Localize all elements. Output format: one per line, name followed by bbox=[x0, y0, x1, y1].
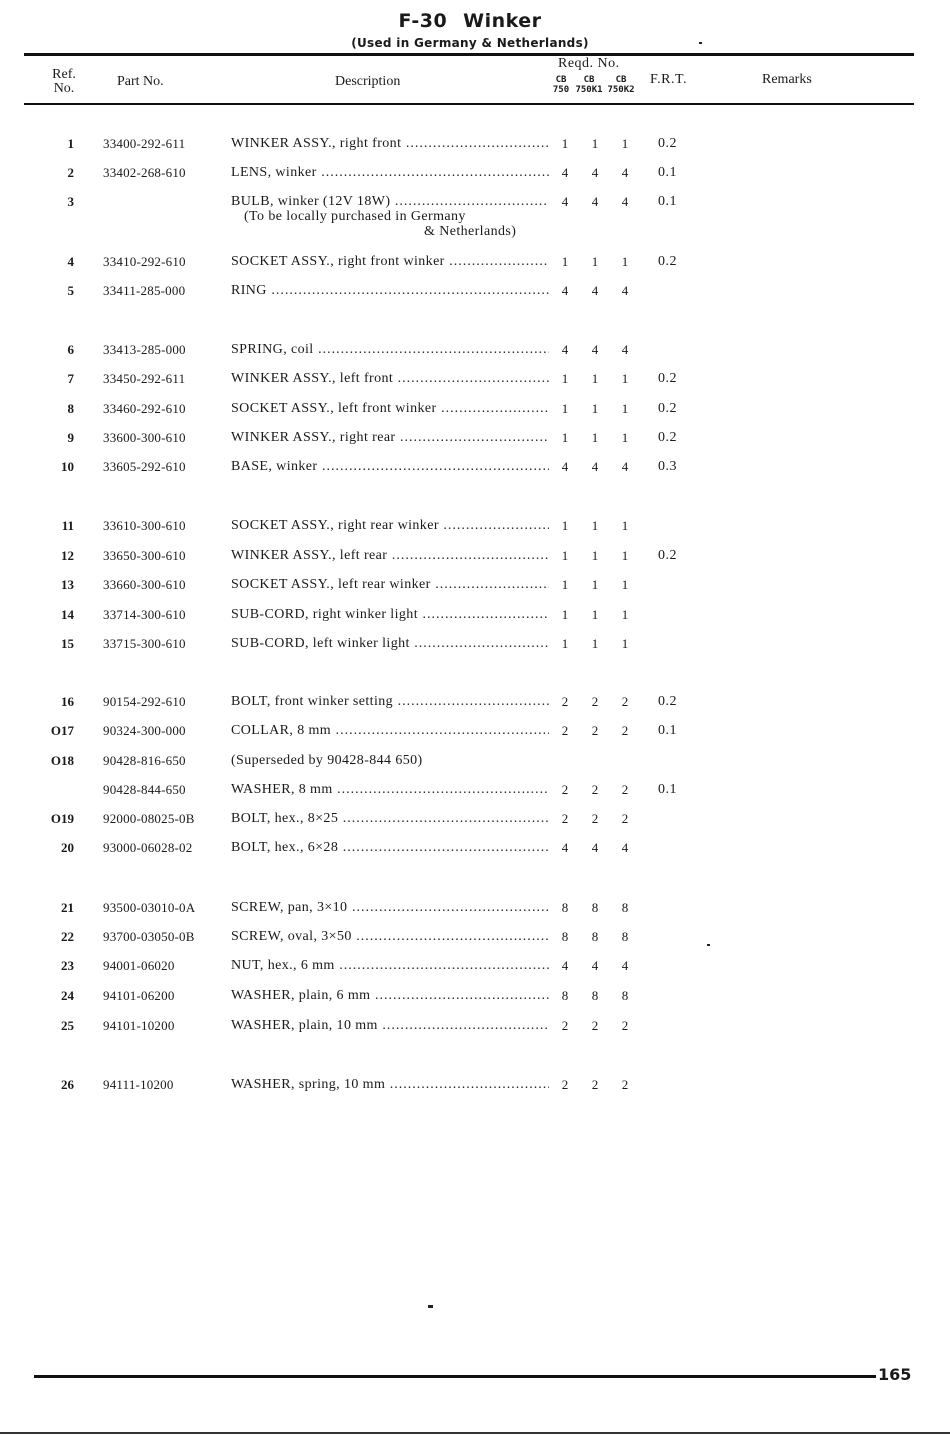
table-row bbox=[0, 1077, 950, 1097]
part-no: 33400-292-611 bbox=[103, 136, 186, 151]
ref-no: 10 bbox=[61, 459, 74, 474]
qty-cb750: 1 bbox=[561, 401, 569, 416]
qty-cb750k1: 4 bbox=[591, 283, 599, 298]
qty-cb750: 1 bbox=[561, 371, 569, 386]
part-no: 93700-03050-0B bbox=[103, 929, 195, 944]
qty-cb750: 4 bbox=[561, 194, 569, 209]
header-bottom-rule bbox=[24, 103, 914, 105]
qty-cb750: 1 bbox=[561, 636, 569, 651]
qty-cb750k1: 8 bbox=[591, 929, 599, 944]
ref-no: 16 bbox=[61, 694, 74, 709]
table-row bbox=[0, 459, 950, 479]
description: BASE, winker ..... bbox=[231, 459, 549, 475]
qty-cb750k2: 4 bbox=[621, 194, 629, 209]
part-no: 90428-844-650 bbox=[103, 782, 186, 797]
qty-cb750k2: 4 bbox=[621, 165, 629, 180]
table-row bbox=[0, 165, 950, 185]
qty-cb750k2: 1 bbox=[621, 401, 629, 416]
description: BULB, winker (12V 18W) ..... bbox=[231, 194, 549, 210]
speck bbox=[707, 944, 710, 946]
qty-cb750: 1 bbox=[561, 136, 569, 151]
part-no: 33605-292-610 bbox=[103, 459, 186, 474]
ref-no: 22 bbox=[61, 929, 74, 944]
qty-cb750: 8 bbox=[561, 929, 569, 944]
description: WINKER ASSY., right rear ..... bbox=[231, 430, 549, 446]
model3-line2: 750K2 bbox=[607, 85, 635, 95]
qty-cb750: 1 bbox=[561, 430, 569, 445]
frt-value: 0.2 bbox=[658, 694, 677, 709]
header-reqd-no: Reqd. No. bbox=[558, 56, 620, 71]
page-name: Winker bbox=[463, 10, 542, 32]
ref-no: 4 bbox=[67, 254, 74, 269]
qty-cb750k2: 2 bbox=[621, 723, 629, 738]
table-row bbox=[0, 840, 950, 860]
table-row bbox=[0, 607, 950, 627]
table-row bbox=[0, 900, 950, 920]
qty-cb750k2: 2 bbox=[621, 694, 629, 709]
model3-line1: CB bbox=[615, 75, 627, 85]
table-row bbox=[0, 401, 950, 421]
qty-cb750: 4 bbox=[561, 840, 569, 855]
table-row bbox=[0, 577, 950, 597]
part-no: 94111-10200 bbox=[103, 1077, 174, 1092]
part-no: 90428-816-650 bbox=[103, 753, 186, 768]
qty-cb750k2: 4 bbox=[621, 459, 629, 474]
model2-line1: CB bbox=[583, 75, 595, 85]
frt-value: 0.2 bbox=[658, 371, 677, 386]
description: NUT, hex., 6 mm ..... bbox=[231, 958, 549, 974]
description: RING ..... bbox=[231, 283, 549, 299]
ref-no: 13 bbox=[61, 577, 74, 592]
qty-cb750: 2 bbox=[561, 723, 569, 738]
header-remarks: Remarks bbox=[762, 72, 812, 87]
part-no: 93500-03010-0A bbox=[103, 900, 196, 915]
qty-cb750: 1 bbox=[561, 518, 569, 533]
description: LENS, winker ..... bbox=[231, 165, 549, 181]
model1-line2: 750 bbox=[552, 85, 570, 95]
part-no: 94101-10200 bbox=[103, 1018, 175, 1033]
qty-cb750k1: 1 bbox=[591, 430, 599, 445]
qty-cb750k1: 8 bbox=[591, 900, 599, 915]
frt-value: 0.2 bbox=[658, 254, 677, 269]
ref-no: 20 bbox=[61, 840, 74, 855]
header-frt: F.R.T. bbox=[650, 72, 688, 87]
table-row bbox=[0, 254, 950, 274]
qty-cb750k2: 1 bbox=[621, 518, 629, 533]
description: WINKER ASSY., right front ..... bbox=[231, 136, 549, 152]
page-number: 165 bbox=[878, 1365, 912, 1384]
description: WINKER ASSY., left rear ..... bbox=[231, 548, 549, 564]
part-no: 33714-300-610 bbox=[103, 607, 186, 622]
ref-no: 23 bbox=[61, 958, 74, 973]
frt-value: 0.1 bbox=[658, 165, 677, 180]
part-no: 33402-268-610 bbox=[103, 165, 186, 180]
table-row bbox=[0, 723, 950, 743]
qty-cb750k1: 2 bbox=[591, 811, 599, 826]
ref-no: 8 bbox=[67, 401, 74, 416]
ref-no: 11 bbox=[61, 518, 74, 533]
qty-cb750: 4 bbox=[561, 165, 569, 180]
qty-cb750k2: 1 bbox=[621, 636, 629, 651]
qty-cb750k2: 1 bbox=[621, 577, 629, 592]
qty-cb750k1: 1 bbox=[591, 548, 599, 563]
frt-value: 0.2 bbox=[658, 401, 677, 416]
frt-value: 0.2 bbox=[658, 136, 677, 151]
header-ref-line1: Ref. bbox=[52, 67, 76, 82]
qty-cb750k2: 2 bbox=[621, 782, 629, 797]
speck bbox=[699, 42, 702, 44]
header-part-no: Part No. bbox=[117, 74, 164, 89]
part-no: 90324-300-000 bbox=[103, 723, 186, 738]
part-no: 93000-06028-02 bbox=[103, 840, 193, 855]
ref-no: 12 bbox=[61, 548, 74, 563]
table-row bbox=[0, 194, 950, 214]
bulb-note-line1: (To be locally purchased in Germany bbox=[244, 209, 466, 224]
qty-cb750k1: 1 bbox=[591, 371, 599, 386]
qty-cb750k2: 8 bbox=[621, 929, 629, 944]
ref-no: 9 bbox=[67, 430, 74, 445]
ref-no: 5 bbox=[67, 283, 74, 298]
qty-cb750k1: 1 bbox=[591, 577, 599, 592]
description: BOLT, front winker setting ..... bbox=[231, 694, 549, 710]
ref-no: 25 bbox=[61, 1018, 74, 1033]
part-no: 33660-300-610 bbox=[103, 577, 186, 592]
qty-cb750k1: 2 bbox=[591, 723, 599, 738]
table-row bbox=[0, 371, 950, 391]
qty-cb750k2: 2 bbox=[621, 811, 629, 826]
qty-cb750: 2 bbox=[561, 694, 569, 709]
frt-value: 0.1 bbox=[658, 782, 677, 797]
qty-cb750k1: 2 bbox=[591, 1018, 599, 1033]
description: SOCKET ASSY., right front winker ..... bbox=[231, 254, 549, 270]
qty-cb750: 1 bbox=[561, 254, 569, 269]
table-row bbox=[0, 782, 950, 802]
model2-line2: 750K1 bbox=[575, 85, 603, 95]
frt-value: 0.2 bbox=[658, 548, 677, 563]
part-no: 90154-292-610 bbox=[103, 694, 186, 709]
qty-cb750: 4 bbox=[561, 958, 569, 973]
qty-cb750k1: 1 bbox=[591, 607, 599, 622]
ref-no: O17 bbox=[50, 723, 74, 738]
qty-cb750k2: 2 bbox=[621, 1018, 629, 1033]
qty-cb750: 2 bbox=[561, 811, 569, 826]
ref-no: 15 bbox=[61, 636, 74, 651]
ref-no: 1 bbox=[67, 136, 74, 151]
table-row bbox=[0, 548, 950, 568]
qty-cb750k2: 8 bbox=[621, 900, 629, 915]
ref-no: 26 bbox=[61, 1077, 74, 1092]
qty-cb750k1: 2 bbox=[591, 782, 599, 797]
qty-cb750k1: 1 bbox=[591, 636, 599, 651]
description: COLLAR, 8 mm ..... bbox=[231, 723, 549, 739]
table-row bbox=[0, 929, 950, 949]
part-no: 92000-08025-0B bbox=[103, 811, 195, 826]
description: WASHER, spring, 10 mm ..... bbox=[231, 1077, 549, 1093]
qty-cb750k1: 1 bbox=[591, 401, 599, 416]
ref-no: 2 bbox=[67, 165, 74, 180]
part-no: 33410-292-610 bbox=[103, 254, 186, 269]
description: SUB-CORD, right winker light ..... bbox=[231, 607, 549, 623]
table-row bbox=[0, 694, 950, 714]
description: WASHER, plain, 10 mm ..... bbox=[231, 1018, 549, 1034]
table-row bbox=[0, 753, 950, 773]
table-row bbox=[0, 136, 950, 156]
description: SOCKET ASSY., left rear winker ..... bbox=[231, 577, 549, 593]
description: WASHER, plain, 6 mm ..... bbox=[231, 988, 549, 1004]
ref-no: O18 bbox=[50, 753, 74, 768]
part-no: 33610-300-610 bbox=[103, 518, 186, 533]
qty-cb750: 4 bbox=[561, 342, 569, 357]
qty-cb750k2: 4 bbox=[621, 840, 629, 855]
qty-cb750k2: 1 bbox=[621, 254, 629, 269]
description: WASHER, 8 mm ..... bbox=[231, 782, 549, 798]
part-no: 33450-292-611 bbox=[103, 371, 186, 386]
description: BOLT, hex., 8×25 ..... bbox=[231, 811, 549, 827]
ref-no: 3 bbox=[67, 194, 74, 209]
qty-cb750k1: 4 bbox=[591, 459, 599, 474]
qty-cb750k1: 2 bbox=[591, 694, 599, 709]
table-row bbox=[0, 811, 950, 831]
qty-cb750: 2 bbox=[561, 1077, 569, 1092]
header-model-cb750k2 bbox=[606, 75, 636, 95]
qty-cb750k1: 4 bbox=[591, 342, 599, 357]
description: SCREW, pan, 3×10 ..... bbox=[231, 900, 549, 916]
frt-value: 0.1 bbox=[658, 723, 677, 738]
qty-cb750k1: 1 bbox=[591, 254, 599, 269]
table-row bbox=[0, 518, 950, 538]
model1-line1: CB bbox=[555, 75, 567, 85]
ref-no: 24 bbox=[61, 988, 74, 1003]
ref-no: O19 bbox=[50, 811, 74, 826]
qty-cb750k1: 4 bbox=[591, 165, 599, 180]
header-model-cb750k1 bbox=[574, 75, 604, 95]
header-top-rule bbox=[24, 53, 914, 56]
description: SCREW, oval, 3×50 ..... bbox=[231, 929, 549, 945]
qty-cb750k2: 1 bbox=[621, 371, 629, 386]
description: WINKER ASSY., left front ..... bbox=[231, 371, 549, 387]
description: SUB-CORD, left winker light ..... bbox=[231, 636, 549, 652]
qty-cb750k2: 4 bbox=[621, 958, 629, 973]
frt-value: 0.2 bbox=[658, 430, 677, 445]
qty-cb750: 1 bbox=[561, 548, 569, 563]
qty-cb750k1: 4 bbox=[591, 194, 599, 209]
description: SPRING, coil ..... bbox=[231, 342, 549, 358]
ref-no: 14 bbox=[61, 607, 74, 622]
description: (Superseded by 90428-844 650) bbox=[231, 753, 423, 768]
qty-cb750: 2 bbox=[561, 782, 569, 797]
qty-cb750k1: 2 bbox=[591, 1077, 599, 1092]
table-row bbox=[0, 342, 950, 362]
part-no: 33413-285-000 bbox=[103, 342, 186, 357]
qty-cb750k2: 1 bbox=[621, 136, 629, 151]
qty-cb750k1: 4 bbox=[591, 958, 599, 973]
qty-cb750k2: 8 bbox=[621, 988, 629, 1003]
table-row bbox=[0, 1018, 950, 1038]
qty-cb750k1: 1 bbox=[591, 136, 599, 151]
ref-no: 7 bbox=[67, 371, 74, 386]
part-no: 33600-300-610 bbox=[103, 430, 186, 445]
speck bbox=[428, 1305, 433, 1308]
ref-no: 6 bbox=[67, 342, 74, 357]
table-row bbox=[0, 988, 950, 1008]
part-no: 33715-300-610 bbox=[103, 636, 186, 651]
page-subtitle: (Used in Germany & Netherlands) bbox=[351, 36, 589, 50]
description: SOCKET ASSY., left front winker ..... bbox=[231, 401, 549, 417]
table-row bbox=[0, 958, 950, 978]
qty-cb750k1: 4 bbox=[591, 840, 599, 855]
footer-rule bbox=[34, 1375, 876, 1378]
qty-cb750k2: 1 bbox=[621, 607, 629, 622]
table-row bbox=[0, 636, 950, 656]
table-row bbox=[0, 430, 950, 450]
part-no: 94001-06020 bbox=[103, 958, 175, 973]
qty-cb750k2: 1 bbox=[621, 430, 629, 445]
header-ref-line2: No. bbox=[53, 81, 75, 96]
qty-cb750k2: 2 bbox=[621, 1077, 629, 1092]
qty-cb750k2: 4 bbox=[621, 283, 629, 298]
qty-cb750: 4 bbox=[561, 283, 569, 298]
qty-cb750: 8 bbox=[561, 988, 569, 1003]
part-no: 33460-292-610 bbox=[103, 401, 186, 416]
qty-cb750k2: 1 bbox=[621, 548, 629, 563]
qty-cb750: 2 bbox=[561, 1018, 569, 1033]
qty-cb750: 4 bbox=[561, 459, 569, 474]
ref-no: 21 bbox=[61, 900, 74, 915]
header-model-cb750 bbox=[549, 75, 573, 95]
bulb-note-line2: & Netherlands) bbox=[424, 224, 517, 239]
qty-cb750k1: 1 bbox=[591, 518, 599, 533]
qty-cb750: 1 bbox=[561, 577, 569, 592]
part-no: 33411-285-000 bbox=[103, 283, 186, 298]
frt-value: 0.3 bbox=[658, 459, 677, 474]
part-no: 94101-06200 bbox=[103, 988, 175, 1003]
qty-cb750: 8 bbox=[561, 900, 569, 915]
part-no: 33650-300-610 bbox=[103, 548, 186, 563]
bottom-edge-rule bbox=[0, 1432, 950, 1434]
qty-cb750k1: 8 bbox=[591, 988, 599, 1003]
qty-cb750: 1 bbox=[561, 607, 569, 622]
header-ref-no bbox=[48, 68, 80, 96]
frt-value: 0.1 bbox=[658, 194, 677, 209]
description: BOLT, hex., 6×28 ..... bbox=[231, 840, 549, 856]
header-description: Description bbox=[335, 74, 401, 89]
table-row bbox=[0, 283, 950, 303]
qty-cb750k2: 4 bbox=[621, 342, 629, 357]
page-code: F-30 bbox=[398, 10, 448, 32]
description: SOCKET ASSY., right rear winker ..... bbox=[231, 518, 549, 534]
page-title bbox=[0, 10, 940, 32]
